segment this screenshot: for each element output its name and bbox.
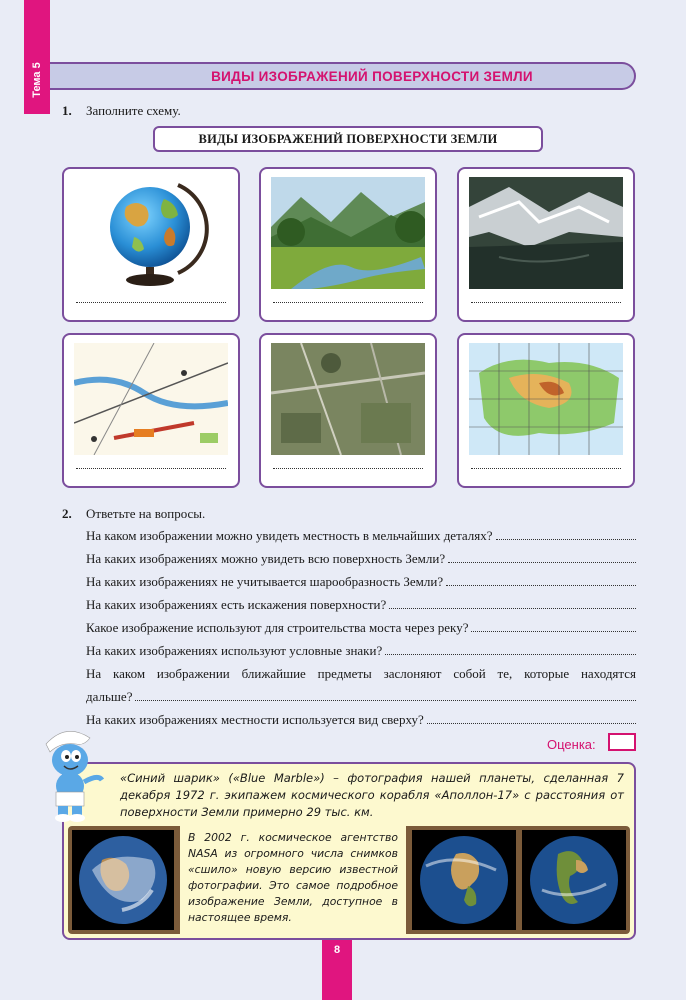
answer-field-q5[interactable] xyxy=(471,622,636,632)
smurf-mascot-icon xyxy=(36,726,108,822)
earth-photo-2002-b-icon xyxy=(522,830,626,930)
question-6: На каких изображениях используют условные знаки? xyxy=(86,643,636,659)
task2-text: Ответьте на вопросы. xyxy=(86,506,206,521)
question-7-line2: дальше? xyxy=(86,689,636,705)
landscape-photo-icon xyxy=(271,177,425,289)
question-8: На каких изображениях местности используется вид сверху? xyxy=(86,712,636,728)
answer-field-q6[interactable] xyxy=(385,645,636,655)
grade-box[interactable] xyxy=(608,733,636,751)
aerial-photo-icon xyxy=(271,343,425,455)
info-nasa-text: В 2002 г. космическое агентство NASA из огромного числа снимков «сшило» новую версию известной фотографии. Это самое подробное изображение Земли, доступное в настоящее время. xyxy=(180,826,406,934)
card-globe xyxy=(62,167,240,322)
card-map xyxy=(457,333,635,488)
topographic-plan-icon xyxy=(74,343,228,455)
answer-field-q3[interactable] xyxy=(446,576,636,586)
info-box xyxy=(62,762,636,940)
earth-photo-2002-a-icon xyxy=(412,830,516,930)
answer-field-q1[interactable] xyxy=(496,530,636,540)
topic-side-tab xyxy=(24,0,50,114)
answer-field-q4[interactable] xyxy=(389,599,636,609)
page-header xyxy=(50,62,636,90)
question-4: На каких изображениях есть искажения поверхности? xyxy=(86,597,636,613)
answer-line-4[interactable] xyxy=(76,467,226,469)
answer-line-6[interactable] xyxy=(471,467,621,469)
question-3: На каких изображениях не учитывается шарообразность Земли? xyxy=(86,574,636,590)
page-title: ВИДЫ ИЗОБРАЖЕНИЙ ПОВЕРХНОСТИ ЗЕМЛИ xyxy=(211,68,533,84)
question-1: На каком изображении можно увидеть местность в мельчайших деталях? xyxy=(86,528,636,544)
grade-label: Оценка: xyxy=(547,737,596,752)
globe-icon xyxy=(74,177,228,289)
answer-line-3[interactable] xyxy=(471,301,621,303)
answer-line-1[interactable] xyxy=(76,301,226,303)
physical-map-icon xyxy=(469,343,623,455)
answer-line-2[interactable] xyxy=(273,301,423,303)
card-satellite xyxy=(457,167,635,322)
card-aerial xyxy=(259,333,437,488)
card-plan xyxy=(62,333,240,488)
task1-number: 1. xyxy=(62,103,72,118)
answer-field-q2[interactable] xyxy=(448,553,636,563)
topic-label: Тема 5 xyxy=(31,62,43,98)
answer-field-q7[interactable] xyxy=(135,691,636,701)
info-inner-panel xyxy=(68,826,630,934)
info-blue-marble-text: «Синий шарик» («Blue Marble») – фотография нашей планеты, сделанная 7 декабря 1972 г. экипажем космического корабля «Аполлон-17» с расстояния от поверхности Земли примерно 29 тыс. км. xyxy=(120,771,624,819)
task2-number: 2. xyxy=(62,506,72,521)
page-number: 8 xyxy=(333,944,341,956)
question-5: Какое изображение используют для строительства моста через реку? xyxy=(86,620,636,636)
question-7-line1: На каком изображении ближайшие предметы заслоняют собой те, которые находятся xyxy=(86,666,636,681)
task1-text: Заполните схему. xyxy=(86,103,181,118)
scheme-title-box: ВИДЫ ИЗОБРАЖЕНИЙ ПОВЕРХНОСТИ ЗЕМЛИ xyxy=(153,126,543,152)
card-landscape xyxy=(259,167,437,322)
answer-field-q8[interactable] xyxy=(427,714,636,724)
answer-line-5[interactable] xyxy=(273,467,423,469)
earth-photo-1972-icon xyxy=(72,830,174,930)
question-2: На каких изображениях можно увидеть всю поверхность Земли? xyxy=(86,551,636,567)
satellite-image-icon xyxy=(469,177,623,289)
